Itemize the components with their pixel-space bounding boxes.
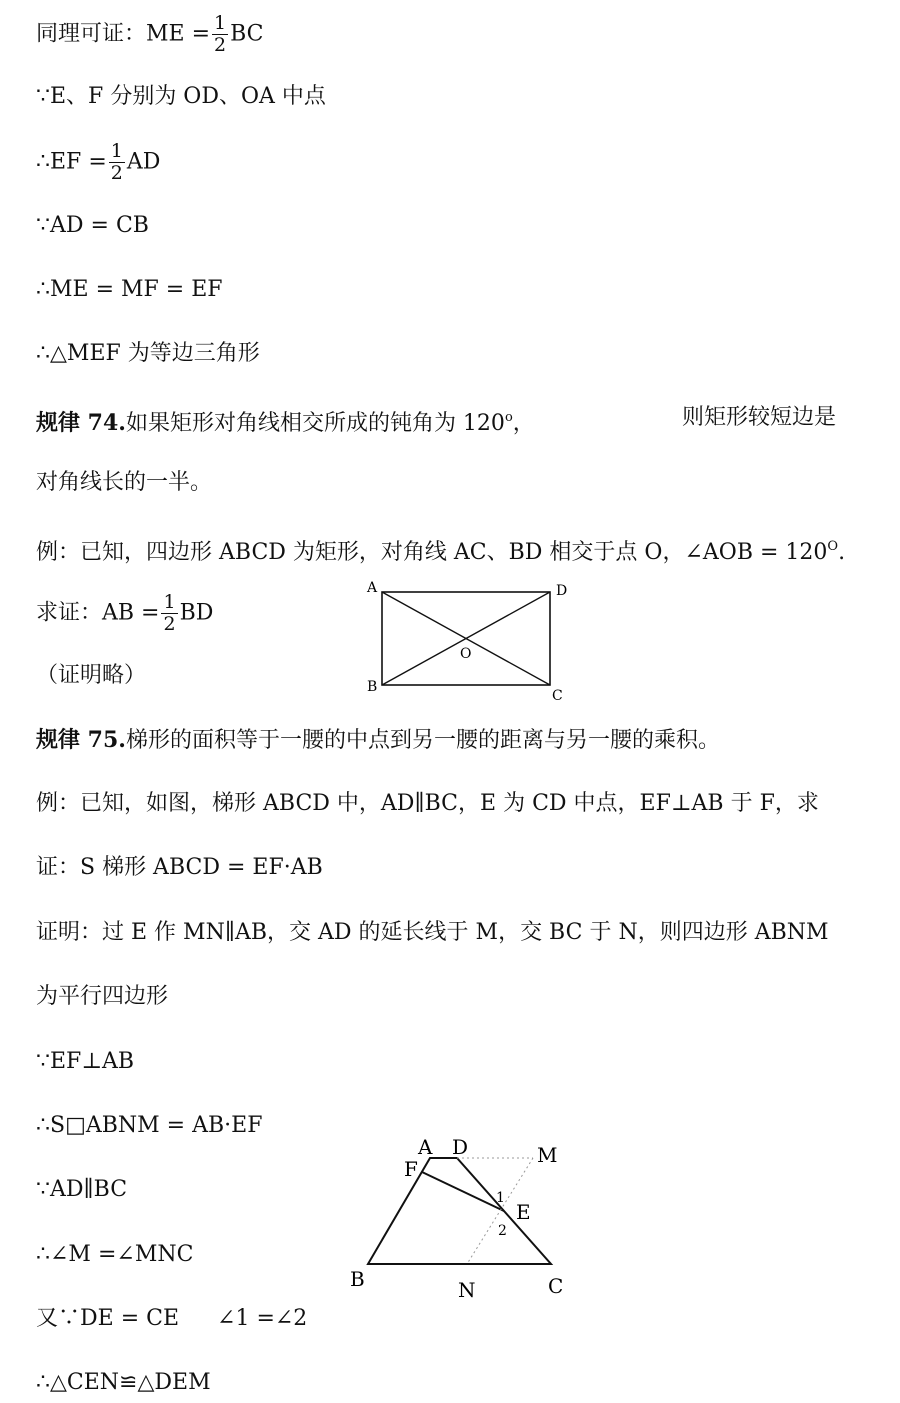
rule-75-line — [36, 725, 720, 756]
text: 例：已知，四边形 ABCD 为矩形，对角线 AC、BD 相交于点 O，∠AOB = 120 — [36, 540, 828, 565]
proof-de-ce — [36, 1304, 307, 1334]
line-me-mf-ef: ∴ME = MF = EF — [36, 277, 223, 302]
example-74 — [36, 532, 845, 568]
label-d: D — [556, 583, 568, 599]
rule-74-line — [36, 403, 535, 439]
label-2: 2 — [498, 1223, 507, 1239]
line-half-diagonal: 对角线长的一半。 — [36, 470, 213, 495]
label-b: B — [367, 679, 378, 695]
proof-ad-parallel-bc: ∵AD∥BC — [36, 1177, 128, 1202]
label-n: N — [458, 1278, 476, 1302]
text: ∠1 =∠2 — [217, 1306, 308, 1331]
numerator: 1 — [214, 12, 227, 34]
label-a: A — [367, 580, 378, 596]
segment-ef — [422, 1172, 504, 1211]
rule-75-heading: 规律 75. — [36, 727, 126, 753]
trapezoid-figure — [340, 1130, 580, 1310]
superscript: O — [827, 539, 839, 554]
fraction — [212, 14, 228, 55]
prove-ab-half-bd — [36, 593, 213, 634]
proof-ef-perp-ab: ∵EF⊥AB — [36, 1049, 135, 1074]
superscript: o — [504, 410, 513, 425]
text: BC — [230, 21, 264, 47]
denominator: 2 — [214, 34, 227, 56]
proof-construction: 证明：过 E 作 MN∥AB，交 AD 的延长线于 M，交 BC 于 N，则四边形 ABNM — [36, 920, 829, 945]
line-ef-half-ad — [36, 142, 160, 183]
text: 如果矩形对角线相交所成的钝角为 120 — [125, 411, 505, 436]
label-b: B — [350, 1267, 365, 1291]
example-75: 例：已知，如图，梯形 ABCD 中，AD∥BC，E 为 CD 中点，EF⊥AB 于 F，求 — [36, 791, 819, 816]
rule-74-heading: 规律 74. — [36, 410, 126, 436]
text: . — [838, 540, 846, 565]
proof-angle-m: ∴∠M =∠MNC — [36, 1242, 194, 1267]
label-c: C — [548, 1274, 564, 1298]
label-c: C — [552, 688, 563, 704]
text: BD — [179, 600, 214, 626]
rule-74-right-text: 则矩形较短边是 — [682, 405, 837, 430]
text: 梯形的面积等于一腰的中点到另一腰的距离与另一腰的乘积。 — [125, 728, 720, 753]
line-equilateral: ∴△MEF 为等边三角形 — [36, 341, 260, 366]
proof-parallelogram: 为平行四边形 — [36, 984, 169, 1009]
label-e: E — [516, 1200, 531, 1224]
text: ， — [512, 411, 535, 436]
line-ef-midpoints: ∵E、F 分别为 OD、OA 中点 — [36, 84, 326, 109]
line-ad-eq-cb: ∵AD = CB — [36, 213, 149, 238]
line-me-half-bc — [36, 14, 264, 55]
denominator: 2 — [163, 613, 176, 635]
proof-area-abnm: ∴S□ABNM = AB·EF — [36, 1113, 263, 1138]
text: 求证：AB = — [36, 600, 160, 626]
denominator: 2 — [110, 162, 123, 184]
prove-area: 证：S 梯形 ABCD = EF·AB — [36, 855, 323, 880]
text: ∴EF = — [36, 149, 107, 175]
proof-omitted: （证明略） — [36, 663, 147, 688]
rectangle-figure — [360, 576, 580, 706]
numerator: 1 — [163, 591, 176, 613]
label-f: F — [404, 1157, 418, 1181]
text: AD — [126, 149, 161, 175]
fraction — [109, 142, 125, 183]
text: 又∵DE = CE — [36, 1306, 180, 1331]
label-1: 1 — [496, 1190, 505, 1206]
label-d: D — [452, 1135, 469, 1159]
label-a: A — [418, 1135, 433, 1159]
label-m: M — [537, 1143, 558, 1167]
fraction — [161, 593, 177, 634]
numerator: 1 — [110, 140, 123, 162]
label-o: O — [460, 646, 472, 662]
proof-congruent: ∴△CEN≌△DEM — [36, 1370, 211, 1395]
text: 同理可证：ME = — [36, 21, 211, 47]
